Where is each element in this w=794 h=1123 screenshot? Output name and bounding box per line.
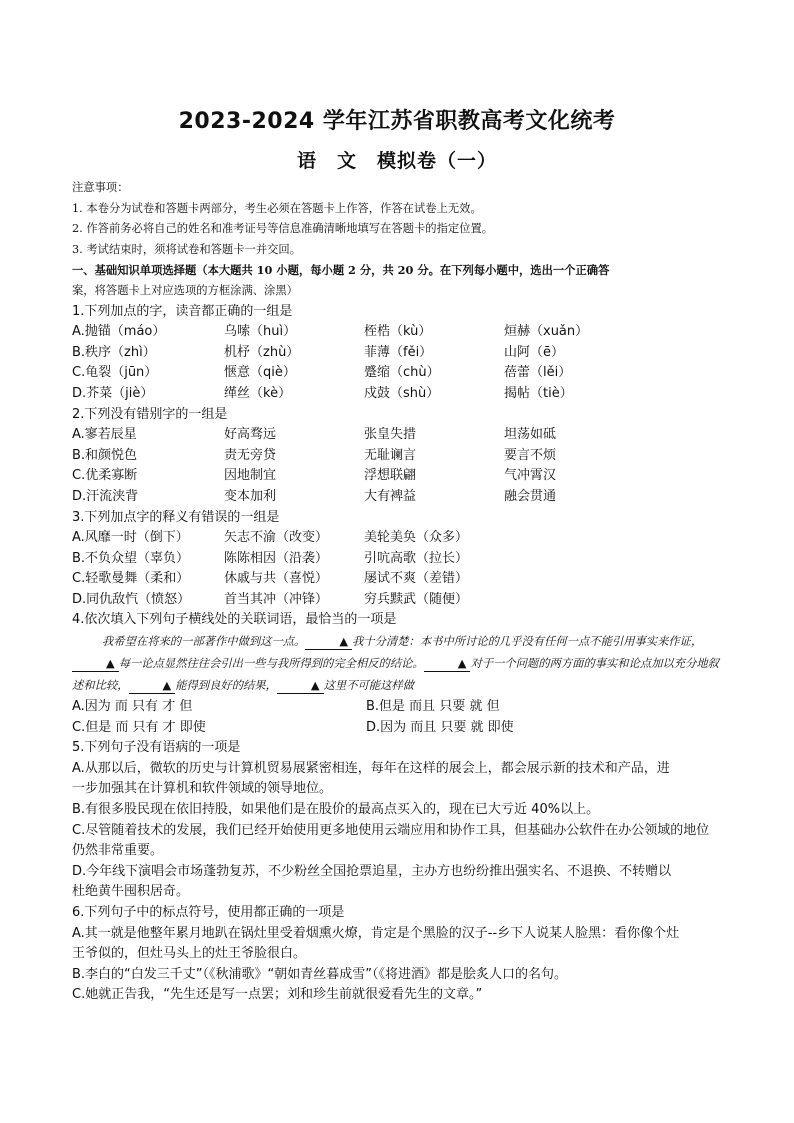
q5-option-c-cont: 仍然非常重要。 xyxy=(72,843,164,859)
q1-stem: 1.下列加点的字，读音都正确的一组是 xyxy=(72,303,293,319)
q1-option-c-word: 惬意（qiè） xyxy=(224,365,296,381)
fill-blank: ▲ xyxy=(129,679,176,694)
q3-option-b-word: 陈陈相因（沿袭） xyxy=(224,550,329,566)
q1-options xyxy=(72,322,728,404)
q4-option-b: B.但是 而且 只要 就 但 xyxy=(366,699,500,715)
q2-stem: 2.下列没有错别字的一组是 xyxy=(72,406,228,422)
q1-option-b: B.秩序（zhì） xyxy=(72,344,156,360)
q4-option-d: D.因为 而且 只要 就 即使 xyxy=(366,719,514,735)
q4-passage xyxy=(72,631,728,697)
q4-option-a: A.因为 而 只有 才 但 xyxy=(72,699,193,715)
q3-option-c-word: 屡试不爽（差错） xyxy=(364,571,469,587)
q3-option-b-word xyxy=(504,549,644,570)
q2-option-b-word: 责无旁贷 xyxy=(224,447,277,463)
passage-text: 我十分清楚：本书中所讨论的几乎没有任何一点不能引用事实来作证， xyxy=(352,635,703,649)
q3-option-c: C.轻歌曼舞（柔和） xyxy=(72,571,190,587)
q1-option-a-word: 桎梏（kù） xyxy=(364,324,432,340)
q2-option-c-word: 因地制宜 xyxy=(224,468,277,484)
q6-option-a: A.其一就是他整年累月地趴在锅灶里受着烟熏火燎，肯定是个黑脸的汉子--乡下人说某人脸黑：看你像个灶 xyxy=(72,925,680,941)
q5-option-c: C.尽管随着技术的发展，我们已经开始使用更多地使用云端应用和协作工具，但基础办公软件在办公领域的地位 xyxy=(72,822,710,838)
q1-option-d-word: 揭帖（tiè） xyxy=(504,385,573,401)
q4-options xyxy=(72,697,728,738)
q4-stem: 4.依次填入下列句子横线处的关联词语，最恰当的一项是 xyxy=(72,612,397,628)
q1-option-b-word: 菲薄（fěi） xyxy=(364,344,433,360)
q1-option-c-word: 蓓蕾（lěi） xyxy=(504,365,572,381)
section-heading: 一、基础知识单项选择题（本大题共 10 小题，每小题 2 分，共 20 分。在下列每小题中，选出一个正确答 xyxy=(72,263,610,278)
q2-option-a: A.寥若辰星 xyxy=(72,427,137,443)
q1-option-d-word: 缂丝（kè） xyxy=(224,385,292,401)
q5-option-a: A.从那以后，微软的历史与计算机贸易展紧密相连，每年在这样的展会上，都会展示新的技术和产品，进 xyxy=(72,760,670,776)
q1-option-a-word: 烜赫（xuǎn） xyxy=(504,324,589,340)
q2-options xyxy=(72,425,728,507)
q1-option-c-word: 蹙缩（chù） xyxy=(364,365,440,381)
q3-option-a-word xyxy=(504,528,644,549)
q3-option-d-word: 首当其冲（冲锋） xyxy=(224,591,329,607)
note-item: 3. 考试结束时，须将试卷和答题卡一并交回。 xyxy=(72,242,302,256)
passage-text: 每一论点显然往往会引出一些与我所得到的完全相反的结论。 xyxy=(118,657,424,671)
q3-option-b-word: 引吭高歌（拉长） xyxy=(364,550,469,566)
exam-title: 2023-2024 学年江苏省职教高考文化统考 xyxy=(178,109,616,134)
q2-option-a-word: 好高骛远 xyxy=(224,427,277,443)
fill-blank: ▲ xyxy=(72,657,119,672)
q2-option-b: B.和颜悦色 xyxy=(72,447,138,463)
q5-option-d-cont: 杜绝黄牛囤积居奇。 xyxy=(72,884,190,900)
passage-text: 这里不可能这样做 xyxy=(323,679,414,693)
note-item: 1. 本卷分为试卷和答题卡两部分，考生必须在答题卡上作答，作答在试卷上无效。 xyxy=(72,201,482,215)
q2-option-a-word: 坦荡如砥 xyxy=(504,427,557,443)
q1-option-d: D.芥菜（jiè） xyxy=(72,385,154,401)
q1-option-b-word: 机杼（zhù） xyxy=(224,344,300,360)
q3-option-d-word xyxy=(504,590,644,611)
exam-body xyxy=(72,178,728,1006)
passage-text: 对于一个问题的两方面的事实和论点加以充分地叙述和比较， xyxy=(72,657,719,693)
q2-option-d-word: 融会贯通 xyxy=(504,488,557,504)
q4-option-c: C.但是 而 只有 才 即使 xyxy=(72,719,206,735)
fill-blank: ▲ xyxy=(424,657,471,672)
q2-option-d: D.汗流浃背 xyxy=(72,488,139,504)
q3-option-d-word: 穷兵黩武（随便） xyxy=(364,591,469,607)
section-heading-cont: 案，将答题卡上对应选项的方框涂满、涂黑） xyxy=(72,283,298,297)
q5-option-b: B.有很多股民现在依旧持股，如果他们是在股价的最高点买入的，现在已大亏近 40%以上。 xyxy=(72,802,600,818)
q1-option-a-word: 乌嗦（huì） xyxy=(224,324,297,340)
q5-option-a-cont: 一步加强其在计算机和软件领域的领导地位。 xyxy=(72,781,333,797)
q2-option-c-word: 浮想联翩 xyxy=(364,468,417,484)
passage-text: 我希望在将来的一部著作中做到这一点。 xyxy=(102,635,306,649)
q6-option-b: B.李白的“白发三千丈”（《秋浦歌》“朝如青丝暮成雪”（《将进酒》都是脍炙人口的名句。 xyxy=(72,966,567,982)
q1-option-b-word: 山阿（ē） xyxy=(504,344,564,360)
q5-option-d: D.今年线下演唱会市场蓬勃复苏，不少粉丝全国抢票追星，主办方也纷纷推出强实名、不退换、不转赠以 xyxy=(72,863,672,879)
q6-option-a-cont: 王爷似的，但灶马头上的灶王爷脸很白。 xyxy=(72,946,307,962)
q2-option-d-word: 变本加利 xyxy=(224,488,277,504)
q3-option-d: D.同仇敌忾（愤怒） xyxy=(72,591,191,607)
q3-options xyxy=(72,528,728,610)
q5-stem: 5.下列句子没有语病的一项是 xyxy=(72,740,241,756)
q2-option-b-word: 要言不烦 xyxy=(504,447,557,463)
q2-option-c: C.优柔寡断 xyxy=(72,468,138,484)
q3-option-a-word: 美轮美奂（众多） xyxy=(364,530,469,546)
passage-text: 能得到良好的结果， xyxy=(175,679,277,693)
q1-option-c: C.龟裂（jūn） xyxy=(72,365,158,381)
q2-option-d-word: 大有裨益 xyxy=(364,488,417,504)
q3-option-c-word: 休戚与共（喜悦） xyxy=(224,571,329,587)
fill-blank: ▲ xyxy=(277,679,324,694)
q3-option-a-word: 矢志不渝（改变） xyxy=(224,530,329,546)
q3-option-c-word xyxy=(504,569,644,590)
fill-blank: ▲ xyxy=(305,635,352,650)
q2-option-c-word: 气冲霄汉 xyxy=(504,468,557,484)
exam-subtitle: 语 文 模拟卷（一） xyxy=(296,150,497,172)
note-item: 2. 作答前务必将自己的姓名和准考证号等信息准确清晰地填写在答题卡的指定位置。 xyxy=(72,222,494,236)
q3-stem: 3.下列加点字的释义有错误的一组是 xyxy=(72,509,280,525)
q3-option-a: A.风靡一时（倒下） xyxy=(72,530,189,546)
notes-heading: 注意事项： xyxy=(72,181,129,194)
q6-stem: 6.下列句子中的标点符号，使用都正确的一项是 xyxy=(72,905,345,920)
q6-option-c: C.她就正告我，“先生还是写一点罢；刘和珍生前就很爱看先生的文章。” xyxy=(72,987,483,1003)
q2-option-a-word: 张皇失措 xyxy=(364,427,417,443)
q2-option-b-word: 无耻谰言 xyxy=(364,447,417,463)
q3-option-b: B.不负众望（辜负） xyxy=(72,550,190,566)
q1-option-a: A.抛锚（máo） xyxy=(72,324,166,340)
q1-option-d-word: 戍鼓（shù） xyxy=(364,385,440,401)
